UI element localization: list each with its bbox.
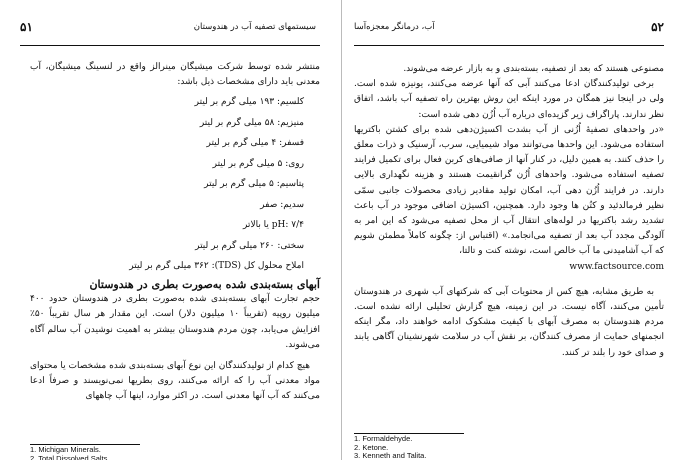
ozone-quote: «در واحدهای تصفیهٔ اُزُنی از آب بشدت اکسیژن‌دهی شده برای کشتن باکتریها استفاده می‌شود. این واحدها می‌توانند مواد شیمیایی، سرب، آرسنیک و ذرات معلق را حذف کنند. به همین دلیل، در کنار آنها از صافی‌های کربن فعال برای تکمیل فرایند تصفیه استفاده می‌شود. واحدهای اُزُن گرانقیمت هستند و هزینه نگهداری بالایی دارند. در فرایند اُزُن دهی آب، امکان تولید مقادیر زیادی محصولات جانبی سمّی نظیر فرمالدئید و کتُن ها وجود دارد. همچنین، اکسیژن اضافی موجود در آب باعث تشدید رشد باکتریها در لوله‌های انتقال آب از محل تصفیه می‌شود که این امر به آلودگی مجدد آب بعد از تصفیه می‌انجامد.» (اقتباس از: چگونه کاملاً مطمئن شویم که آب آشامیدنی ما آب خالص است، نوشته کنت و تالتا، <box>354 124 664 257</box>
left-paragraph-1: حجم تجارت آبهای بسته‌بندی شده به‌صورت بطری در هندوستان حدود ۴۰۰ میلیون روپیه (تقریباً ۱۰ میلیون دلار) است. این مقدار هر سال تقریباً ۵۰٪ افزایش می‌یابد، چون مردم هندوستان بیشتر به اهمیت نوشیدن آب سالم آگاه می‌شوند. <box>30 294 320 350</box>
mineral-item: سدیم: صفر <box>260 199 304 210</box>
right-page-header <box>354 20 664 38</box>
intro-paragraph: منتشر شده توسط شرکت میشیگان مینرالز واقع در لنسینگ میشیگان، آب معدنی باید دارای مشخصات ذیل باشد: <box>30 62 320 88</box>
right-paragraph-1: مصنوعی هستند که بعد از تصفیه، بسته‌بندی و به بازار عرضه می‌شوند. <box>403 64 664 74</box>
mineral-item: pH: ۷/۴ یا بالاتر <box>242 220 304 231</box>
mineral-item: روی: ۵ میلی گرم بر لیتر <box>212 158 304 169</box>
mineral-item: فسفر: ۴ میلی گرم بر لیتر <box>206 138 304 149</box>
mineral-item: پتاسیم: ۵ میلی گرم بر لیتر <box>204 179 304 190</box>
source-url-line <box>354 260 664 275</box>
footnote: 3. Kenneth and Talita. <box>354 451 427 460</box>
right-running-head: آب، درمانگر معجزه‌آسا <box>354 22 435 32</box>
footnote: 2. Ketone. <box>354 442 389 452</box>
left-running-head: سیستمهای تصفیه آب در هندوستان <box>193 22 316 32</box>
minerals-list <box>30 92 320 277</box>
right-paragraph-2: برخی تولیدکنندگان ادعا می‌کنند آبی که آنها عرضه می‌کنند، یونیزه شده است. ولی در اینجا نیز همگان در مورد اینکه این روش بهترین راه تصفیه آب باشد، اتفاق نظر ندارند. پاراگراف زیر گزیده‌ای درباره آب اُزُن دهی شده است: <box>354 79 664 120</box>
mineral-item: املاح محلول کل (TDS): ۳۶۲ میلی گرم بر لیتر <box>129 261 304 272</box>
left-page-number: ۵۱ <box>20 20 33 34</box>
footnote: 1. Michigan Minerals. <box>30 445 101 454</box>
right-header-rule <box>354 45 664 46</box>
section-heading: آبهای بسته‌بندی شده به‌صورت بطری در هندوستان <box>89 277 320 291</box>
right-page-body <box>354 62 664 361</box>
footnote: 1. Formaldehyde. <box>354 434 413 443</box>
left-page-body <box>30 60 320 405</box>
right-page <box>341 0 681 460</box>
source-url[interactable]: www.factsource.com <box>569 261 664 272</box>
left-paragraph-2: هیچ کدام از تولیدکنندگان این نوع آبهای بسته‌بندی شده مشخصات یا محتوای مواد معدنی آب را که ارائه می‌کنند، روی بطریها نمی‌نویسند و صرفاً ادعا می‌کنند که آب آنها معدنی است. در اکثر موارد، اینها آب چاههای <box>30 360 320 402</box>
left-header-rule <box>20 45 320 46</box>
footnote: 2. Total Dissolved Salts. <box>30 453 110 460</box>
right-page-number: ۵۲ <box>651 20 664 34</box>
right-footnotes <box>354 435 554 460</box>
left-page-header <box>20 20 320 38</box>
left-footnotes <box>30 446 230 460</box>
mineral-item: منیزیم: ۵۸ میلی گرم بر لیتر <box>199 117 304 128</box>
mineral-item: کلسیم: ۱۹۳ میلی گرم بر لیتر <box>194 97 304 108</box>
right-paragraph-4: به طریق مشابه، هیچ کس از محتویات آبی که شرکتهای آب شهری در هندوستان تأمین می‌کنند، آگاه نیست. در این زمینه، هیچ گزارش تحلیلی ارائه نشده است. مردم هندوستان به مصرف آبهای با کیفیت مشکوک ادامه خواهند داد، مگر اینکه انجمنهای حمایت از مصرف کنندگان، بر نقش آب در سلامت شهرنشینان آگاهی یابند و صدای خود را بلند تر کنند. <box>354 286 664 358</box>
mineral-item: سختی: ۲۶۰ میلی گرم بر لیتر <box>195 240 304 251</box>
